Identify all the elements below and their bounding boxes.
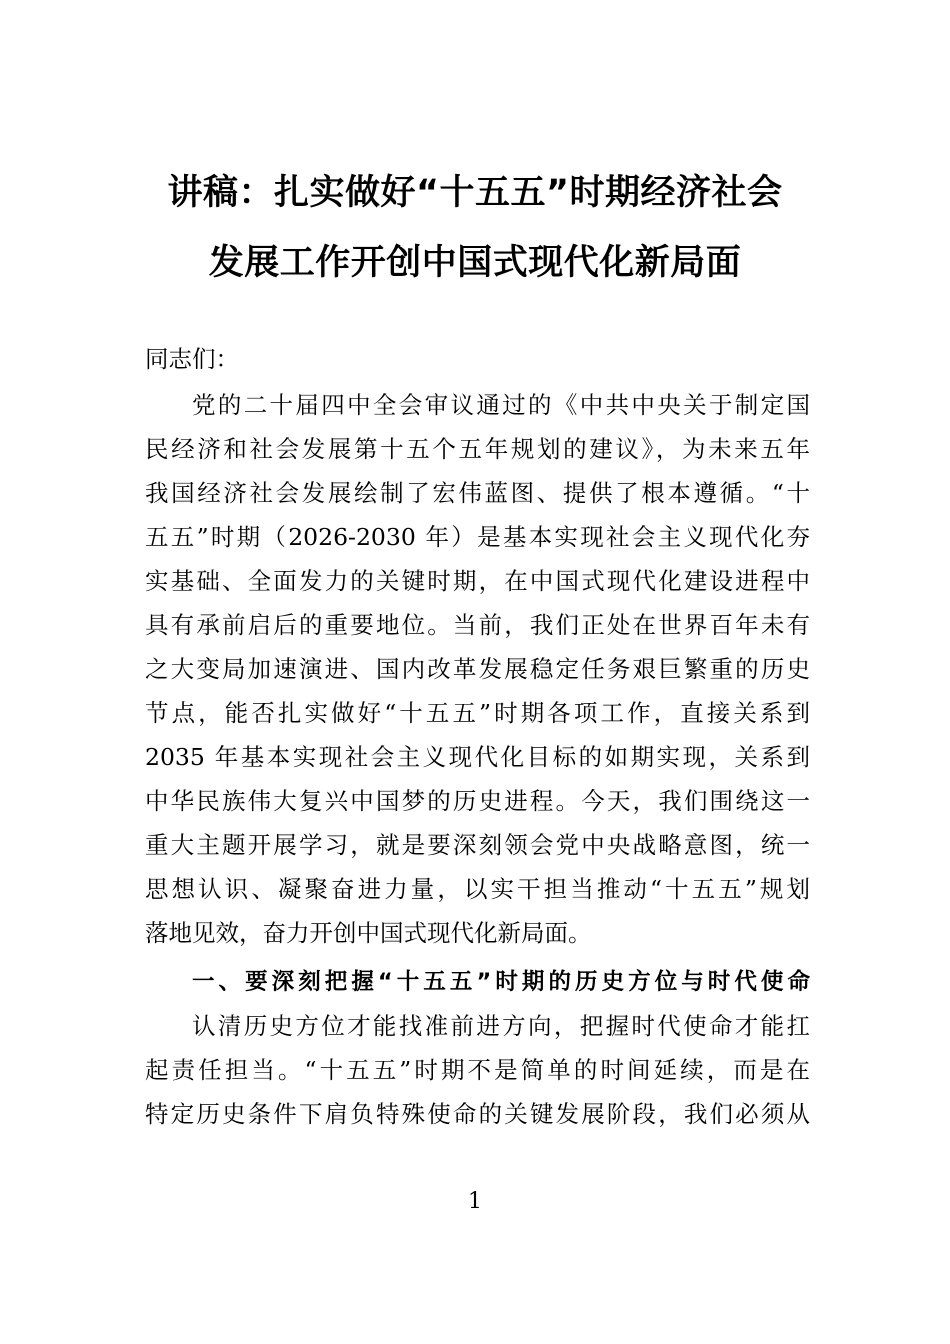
section-heading: 一、要深刻把握“十五五”时期的历史方位与时代使命 (192, 969, 810, 995)
paragraph-line: 党的二十届四中全会审议通过的《中共中央关于制定国 (192, 391, 810, 419)
paragraph-line: 民经济和社会发展第十五个五年规划的建议》，为未来五年 (145, 435, 810, 463)
paragraph-line: 落地见效，奋力开创中国式现代化新局面。 (145, 919, 592, 947)
paragraph-line: 五五”时期（2026-2030 年）是基本实现社会主义现代化夯 (145, 523, 810, 551)
paragraph-line: 中华民族伟大复兴中国梦的历史进程。今天，我们围绕这一 (145, 787, 810, 815)
paragraph-line: 重大主题开展学习，就是要深刻领会党中央战略意图，统一 (145, 831, 810, 859)
paragraph-line: 特定历史条件下肩负特殊使命的关键发展阶段，我们必须从 (145, 1100, 810, 1128)
paragraph-line: 认清历史方位才能找准前进方向，把握时代使命才能扛 (192, 1012, 810, 1040)
paragraph-line: 2035 年基本实现社会主义现代化目标的如期实现，关系到 (145, 743, 810, 771)
paragraph-line: 节点，能否扎实做好“十五五”时期各项工作，直接关系到 (145, 699, 810, 727)
title-line-2: 发展工作开创中国式现代化新局面 (208, 243, 742, 283)
paragraph-line: 之大变局加速演进、国内改革发展稳定任务艰巨繁重的历史 (145, 655, 810, 683)
title-line-1: 讲稿：扎实做好“十五五”时期经济社会 (167, 173, 783, 213)
salutation-text: 同志们： (145, 345, 239, 373)
paragraph-line: 实基础、全面发力的关键时期，在中国式现代化建设进程中 (145, 567, 810, 595)
page-number: 1 (468, 1189, 482, 1214)
paragraph-line: 起责任担当。“十五五”时期不是简单的时间延续，而是在 (145, 1056, 810, 1084)
paragraph-line: 思想认识、凝聚奋进力量，以实干担当推动“十五五”规划 (145, 875, 810, 903)
paragraph-line: 具有承前启后的重要地位。当前，我们正处在世界百年未有 (145, 611, 810, 639)
paragraph-line: 我国经济社会发展绘制了宏伟蓝图、提供了根本遵循。“十 (145, 479, 810, 507)
